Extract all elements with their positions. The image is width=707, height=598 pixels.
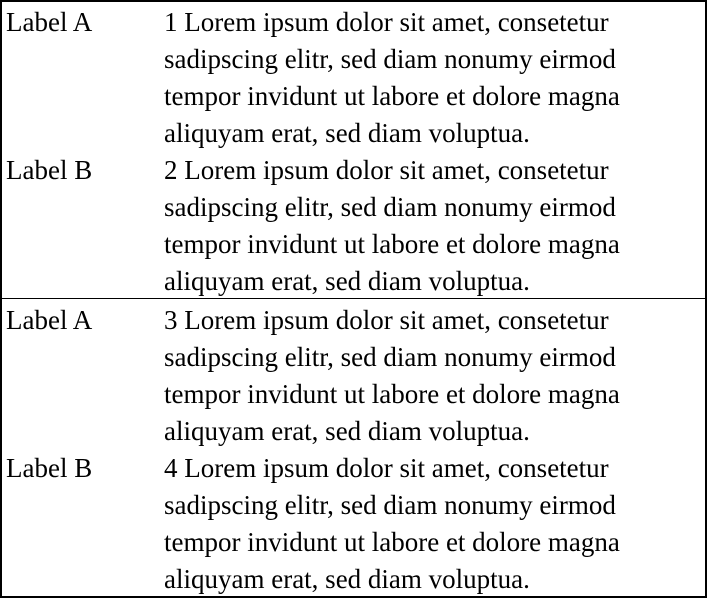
entry-text-line: tempor invidunt ut labore et dolore magna xyxy=(164,81,620,111)
entry-text-line: tempor invidunt ut labore et dolore magna xyxy=(164,379,620,409)
entry-text-line: 1 Lorem ipsum dolor sit amet, consetetur xyxy=(164,7,609,37)
entry-body xyxy=(164,302,702,450)
entry-body xyxy=(164,450,702,598)
entry-label: Label A xyxy=(6,7,93,37)
description-group-2 xyxy=(0,298,707,598)
entry-label: Label B xyxy=(6,155,93,185)
entry-text-line: 4 Lorem ipsum dolor sit amet, consetetur xyxy=(164,453,609,483)
entry-text-line: sadipscing elitr, sed diam nonumy eirmod xyxy=(164,490,616,520)
entry-text-line: tempor invidunt ut labore et dolore magna xyxy=(164,229,620,259)
entry-text-line: 3 Lorem ipsum dolor sit amet, consetetur xyxy=(164,305,609,335)
entry-text-line: sadipscing elitr, sed diam nonumy eirmod xyxy=(164,44,616,74)
entry-label: Label A xyxy=(6,305,93,335)
entry-body xyxy=(164,4,702,152)
entry-body xyxy=(164,152,702,300)
entry-text-line: tempor invidunt ut labore et dolore magna xyxy=(164,527,620,557)
entry-label: Label B xyxy=(6,453,93,483)
entry-text-line: 2 Lorem ipsum dolor sit amet, consetetur xyxy=(164,155,609,185)
entry-text-line: aliquyam erat, sed diam voluptua. xyxy=(164,118,530,148)
entry-text-line: sadipscing elitr, sed diam nonumy eirmod xyxy=(164,192,616,222)
entry-text-line: aliquyam erat, sed diam voluptua. xyxy=(164,416,530,446)
entry-text-line: aliquyam erat, sed diam voluptua. xyxy=(164,266,530,296)
entry-text-line: aliquyam erat, sed diam voluptua. xyxy=(164,564,530,594)
entry-text-line: sadipscing elitr, sed diam nonumy eirmod xyxy=(164,342,616,372)
